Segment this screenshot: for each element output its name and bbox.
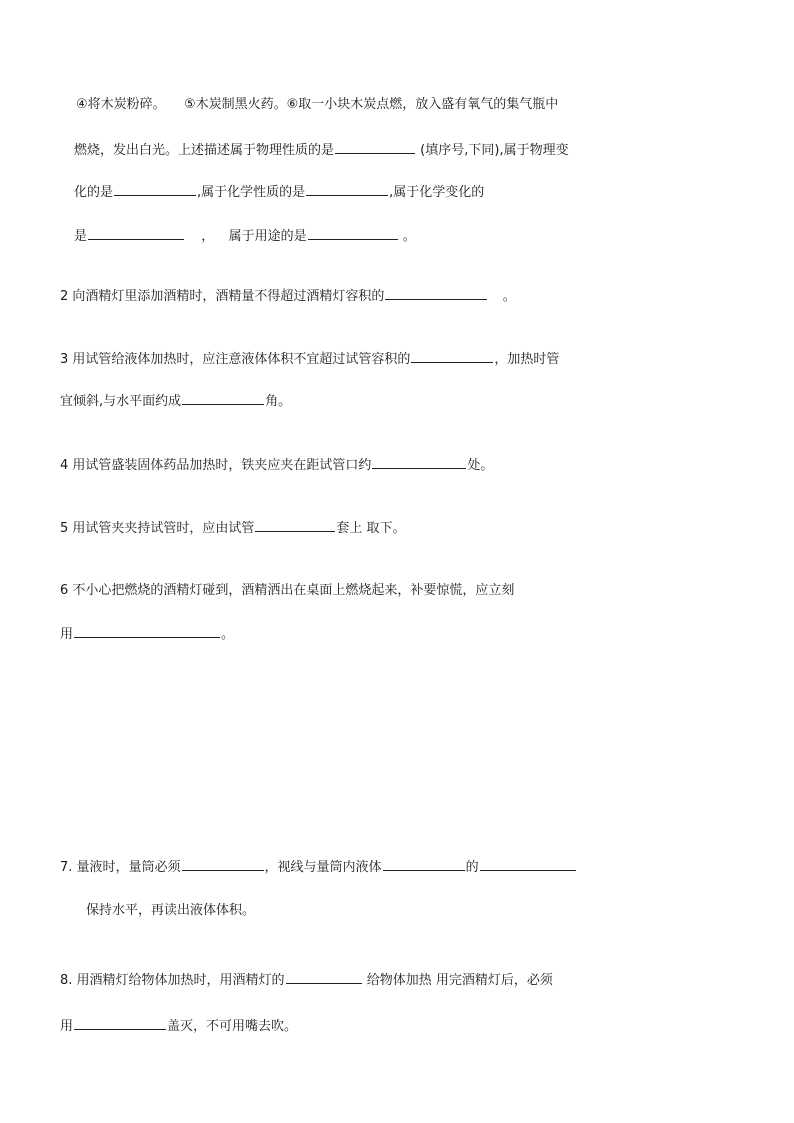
- q1-line4-period: 。: [402, 229, 416, 244]
- blank-liquid-surface[interactable]: [383, 858, 465, 871]
- blank-extinguish-method[interactable]: [74, 625, 220, 638]
- q3-line-1: [60, 350, 559, 368]
- q7-line2-text: 保持水平，再读出液体体积。: [86, 903, 256, 918]
- q2-text-a: 2 向酒精灯里添加酒精时，酒精量不得超过酒精灯容积的: [60, 289, 385, 304]
- q4-text-a: 4 用试管盛装固体药品加热时，铁夹应夹在距试管口约: [60, 458, 372, 473]
- q1-line-4: [74, 227, 416, 245]
- q6-line2-text-b: 。: [221, 627, 235, 642]
- q3-line2-text-a: 宜倾斜,与水平面约成: [60, 394, 182, 409]
- blank-chemical-change[interactable]: [88, 227, 184, 240]
- blank-tilt-angle[interactable]: [182, 392, 264, 405]
- q6-text-a: 6 不小心把燃烧的酒精灯碰到，酒精洒出在桌面上燃烧起来，补要惊慌，应立刻: [60, 583, 515, 598]
- q8-line2-text-a: 用: [60, 1019, 74, 1034]
- q3-line2-text-b: 角。: [265, 394, 292, 409]
- q1-line2-text-b: (填序号,下同),属于物理变: [420, 143, 569, 158]
- q5-text-a: 5 用试管夹夹持试管时，应由试管: [60, 521, 255, 536]
- blank-lamp-cap[interactable]: [74, 1017, 166, 1030]
- blank-chemical-property[interactable]: [306, 183, 388, 196]
- q6-line2-text-a: 用: [60, 627, 74, 642]
- blank-clamp-position[interactable]: [372, 456, 466, 469]
- q7-text-b: ，视线与量筒内液体: [264, 860, 382, 875]
- q2-text-b: 。: [502, 289, 516, 304]
- q1-line3-text-a: 化的是: [74, 185, 114, 200]
- blank-flame-part[interactable]: [286, 971, 362, 984]
- q3-text-b: ，加热时管: [494, 352, 560, 367]
- q8-line-2: [60, 1017, 297, 1035]
- q1-line4-text-b: 属于用途的是: [228, 229, 307, 244]
- q5-text-b: 套上 取下。: [336, 521, 406, 536]
- blank-tube-end[interactable]: [255, 519, 335, 532]
- q1-text-4: 将木炭粉碎。: [87, 97, 166, 112]
- q6-line-2: [60, 625, 234, 643]
- q1-text-6: 取一小块木炭点燃，放入盛有氧气的集气瓶中: [298, 97, 559, 112]
- q8-text-b: 给物体加热 用完酒精灯后，必须: [366, 973, 553, 988]
- q7-line-2: [86, 903, 255, 919]
- blank-lowest-point[interactable]: [480, 858, 576, 871]
- q6-line-1: [60, 583, 514, 599]
- q8-line-1: [60, 971, 553, 989]
- q1-line-3: [74, 183, 484, 201]
- q2-line: [60, 287, 516, 305]
- q1-line4-text-a: 是: [74, 229, 88, 244]
- q1-line2-text-a: 燃烧，发出白光。上述描述属于物理性质的是: [74, 143, 335, 158]
- circled-number-4: ④: [76, 97, 88, 112]
- q8-line2-text-b: 盖灭，不可用嘴去吹。: [167, 1019, 298, 1034]
- blank-usage[interactable]: [308, 227, 398, 240]
- blank-cylinder-placement[interactable]: [182, 858, 264, 871]
- q1-line4-comma: ，: [201, 229, 215, 244]
- q1-text-5: 木炭制黑火药。: [195, 97, 287, 112]
- q7-text-a: 7. 量液时，量筒必须: [60, 860, 181, 875]
- q1-line-1: [76, 97, 558, 113]
- blank-physical-change[interactable]: [114, 183, 196, 196]
- q3-text-a: 3 用试管给液体加热时，应注意液体体积不宜超过试管容积的: [60, 352, 411, 367]
- q3-line-2: [60, 392, 291, 410]
- q5-line: [60, 519, 406, 537]
- blank-physical-property[interactable]: [335, 141, 415, 154]
- circled-number-5: ⑤: [183, 97, 196, 112]
- blank-alcohol-volume[interactable]: [385, 287, 487, 300]
- q4-line: [60, 456, 493, 474]
- q7-line-1: [60, 858, 577, 876]
- q1-line3-text-c: ,属于化学变化的: [389, 185, 485, 200]
- q1-line3-text-b: ,属于化学性质的是: [197, 185, 306, 200]
- blank-liquid-volume[interactable]: [411, 350, 493, 363]
- q7-text-c: 的: [465, 860, 479, 875]
- q8-text-a: 8. 用酒精灯给物体加热时，用酒精灯的: [60, 973, 285, 988]
- circled-number-6: ⑥: [286, 97, 299, 112]
- q1-line-2: [74, 141, 569, 159]
- q4-text-b: 处。: [467, 458, 494, 473]
